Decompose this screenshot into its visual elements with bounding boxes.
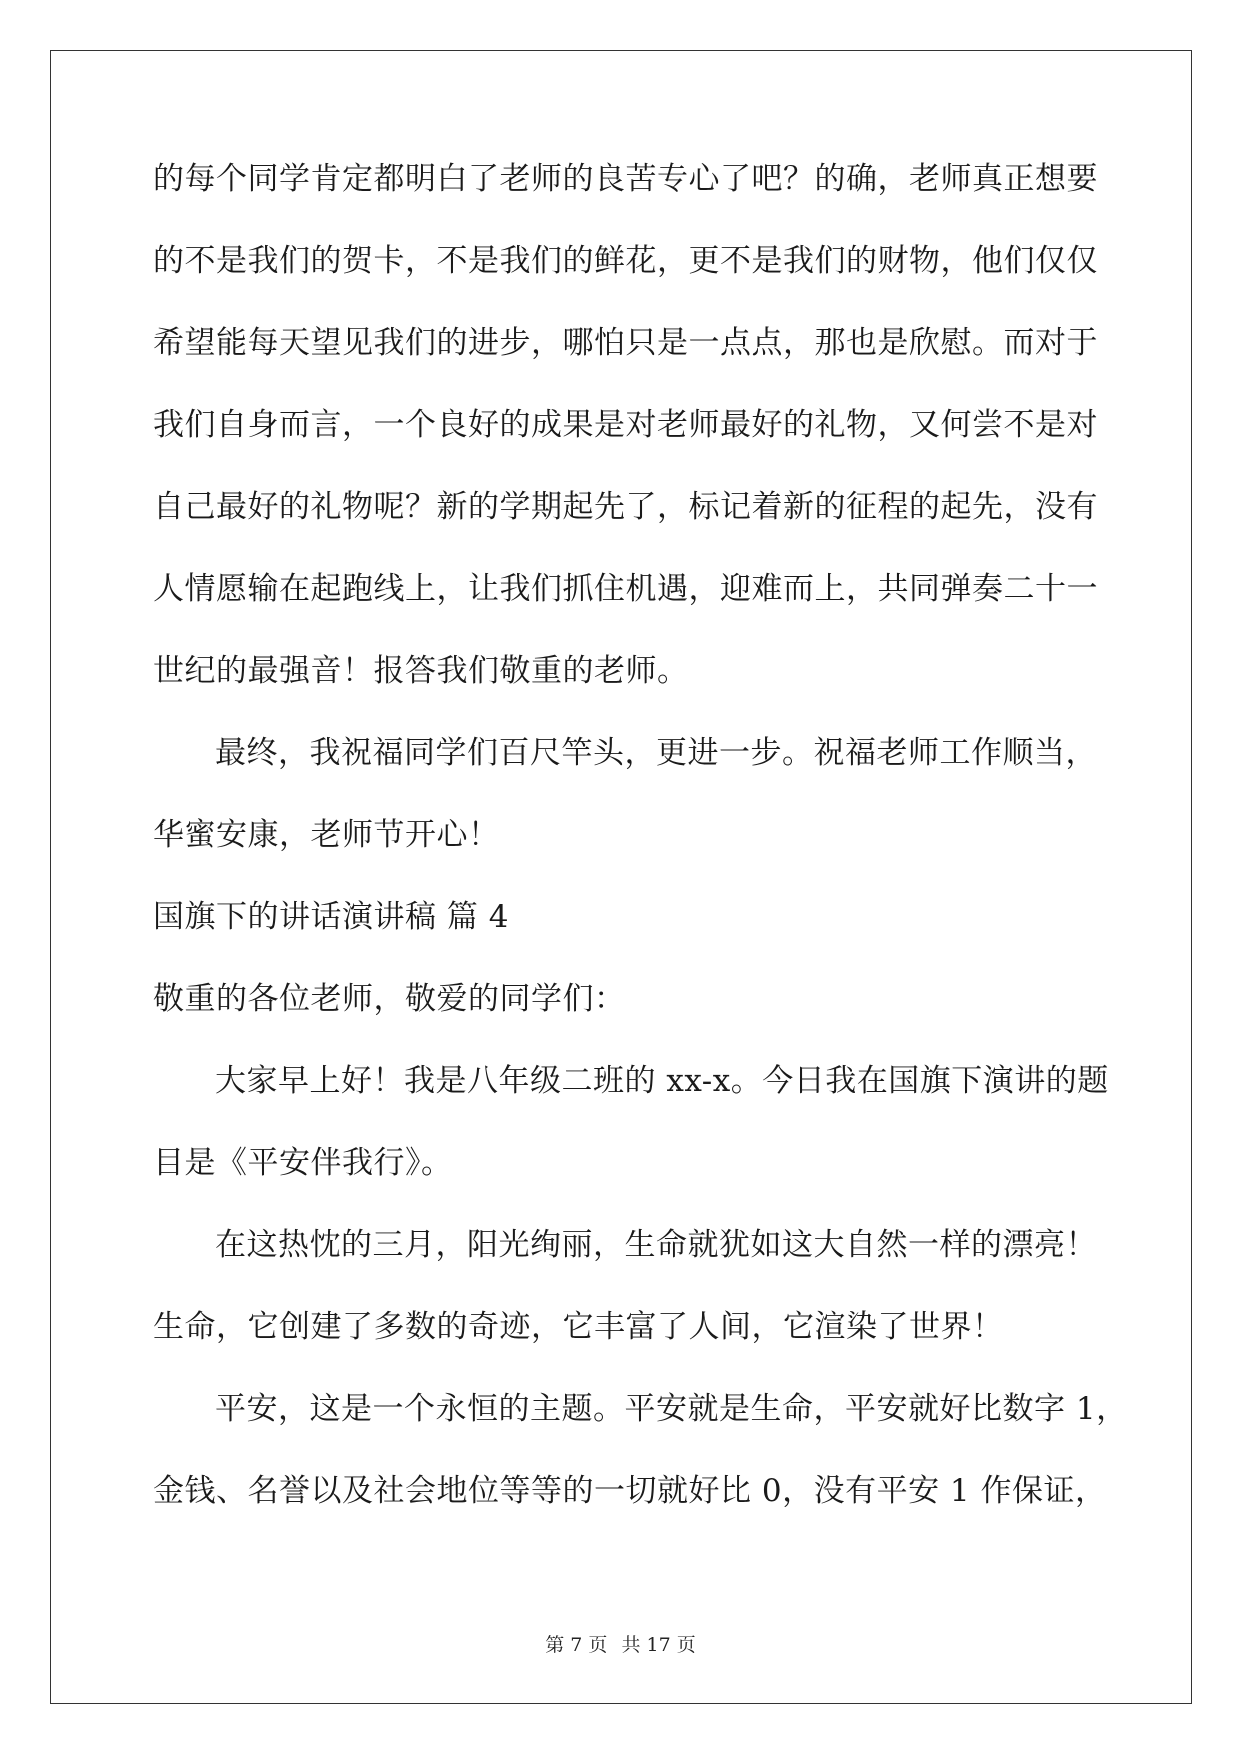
total-pages-label: 共 17 页 — [621, 1634, 696, 1656]
text-line: 的不是我们的贺卡，不是我们的鲜花，更不是我们的财物，他们仅仅 — [153, 243, 1098, 279]
text-line: 的每个同学肯定都明白了老师的良苦专心了吧？的确，老师真正想要 — [153, 161, 1098, 197]
text-line: 华蜜安康，老师节开心！ — [153, 817, 500, 853]
text-line: 金钱、名誉以及社会地位等等的一切就好比 0，没有平安 1 作保证， — [153, 1473, 1107, 1509]
text-line: 希望能每天望见我们的进步，哪怕只是一点点，那也是欣慰。而对于 — [153, 325, 1098, 361]
text-line: 目是《平安伴我行》。 — [153, 1145, 453, 1181]
salutation: 敬重的各位老师，敬爱的同学们： — [153, 981, 626, 1017]
page-footer — [0, 1634, 1241, 1656]
paragraph-start: 在这热忱的三月，阳光绚丽，生命就犹如这大自然一样的漂亮！ — [215, 1227, 1097, 1263]
text-line: 世纪的最强音！报答我们敬重的老师。 — [153, 653, 689, 689]
paragraph-start: 平安，这是一个永恒的主题。平安就是生命，平安就好比数字 1， — [215, 1391, 1128, 1427]
paragraph-start: 大家早上好！我是八年级二班的 xx-x。今日我在国旗下演讲的题 — [215, 1063, 1109, 1099]
section-heading: 国旗下的讲话演讲稿 篇 4 — [153, 899, 509, 935]
document-body — [153, 160, 1128, 1554]
paragraph-start: 最终，我祝福同学们百尺竿头，更进一步。祝福老师工作顺当， — [215, 735, 1097, 771]
text-line: 我们自身而言，一个良好的成果是对老师最好的礼物，又何尝不是对 — [153, 407, 1098, 443]
current-page-label: 第 7 页 — [545, 1634, 608, 1656]
text-line: 生命，它创建了多数的奇迹，它丰富了人间，它渲染了世界！ — [153, 1309, 1004, 1345]
text-line: 人情愿输在起跑线上，让我们抓住机遇，迎难而上，共同弹奏二十一 — [153, 571, 1098, 607]
text-line: 自己最好的礼物呢？新的学期起先了，标记着新的征程的起先，没有 — [153, 489, 1098, 525]
